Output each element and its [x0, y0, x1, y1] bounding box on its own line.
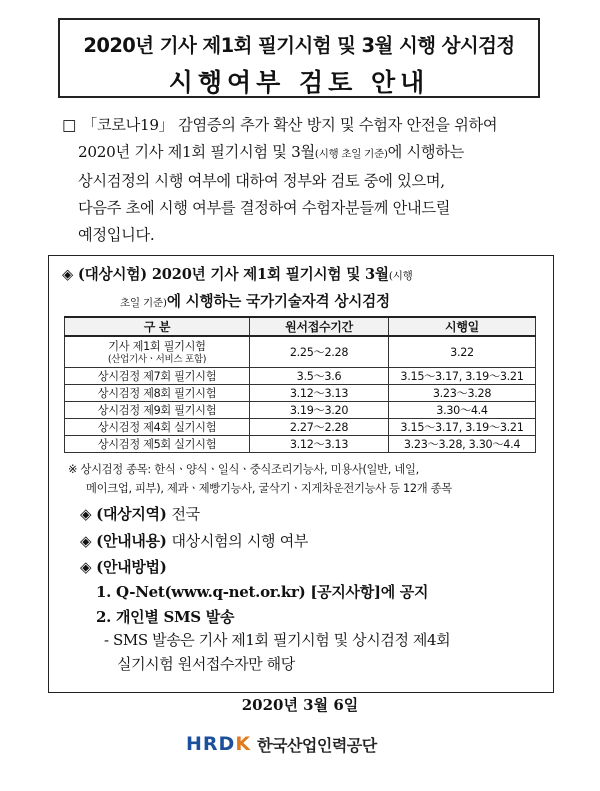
table-row: 상시검정 제5회 실기시험 3.12～3.13 3.23～3.28, 3.30～4.4	[65, 436, 536, 453]
intro-line5: 예정입니다.	[78, 226, 155, 244]
target-label: (대상시험)	[77, 266, 147, 283]
hrdk-logo-mark: HRDK	[186, 733, 252, 755]
target-region: ◈ (대상지역) 전국	[80, 505, 200, 523]
sms-detail: - SMS 발송은 기사 제1회 필기시험 및 상시검정 제4회 실기시험 원서접수자만 해당	[104, 631, 451, 673]
table-row: 기사 제1회 필기시험 (산업기사ㆍ서비스 포함) 2.25～2.28 3.22	[65, 336, 536, 368]
intro-line1: □ 「코로나19」 감염증의 추가 확산 방지 및 수험자 안전을 위하여	[62, 112, 550, 139]
title-line2: 시행여부 검토 안내	[168, 68, 430, 97]
target-exam: ◈ (대상시험) 2020년 기사 제1회 필기시험 및 3월(시행 초일 기준)에 시행하는 국가기술자격 상시검정	[62, 266, 413, 310]
method-step1: 1. Q-Net(www.q-net.or.kr) [공지사항]에 공지	[96, 583, 429, 601]
method-step2: 2. 개인별 SMS 발송	[96, 608, 235, 626]
diamond-bullet-icon: ◈	[62, 266, 74, 283]
hrdk-logo	[186, 728, 377, 760]
header-category: 구 분	[65, 317, 250, 336]
notice-content: ◈ (안내내용) 대상시험의 시행 여부	[80, 532, 309, 550]
table-row: 상시검정 제9회 필기시험 3.19～3.20 3.30～4.4	[65, 402, 536, 419]
schedule-table	[64, 316, 536, 453]
notice-date: 2020년 3월 6일	[241, 696, 359, 714]
intro-paragraph	[62, 112, 550, 249]
table-row: 상시검정 제4회 실기시험 2.27～2.28 3.15～3.17, 3.19～3.21	[65, 419, 536, 436]
exam-types-note: ※ 상시검정 종목: 한식ㆍ양식ㆍ일식ㆍ중식조리기능사, 미용사(일반, 네일, 메이크업, 피부), 제과ㆍ제빵기능사, 굴삭기ㆍ지게차운전기능사 등 12개 종목	[68, 463, 452, 495]
intro-line3: 상시검정의 시행 여부에 대하여 정부와 검토 중에 있으며,	[78, 172, 445, 190]
table-row: 상시검정 제7회 필기시험 3.5～3.6 3.15～3.17, 3.19～3.21	[65, 368, 536, 385]
table-header-row	[65, 317, 536, 336]
intro-line2: 2020년 기사 제1회 필기시험 및 3월(시행 초일 기준)에 시행하는	[78, 143, 465, 161]
title-line1: 2020년 기사 제1회 필기시험 및 3월 시행 상시검정	[83, 34, 515, 57]
organization-name: 한국산업인력공단	[257, 735, 377, 755]
table-row: 상시검정 제8회 필기시험 3.12～3.13 3.23～3.28	[65, 385, 536, 402]
intro-line4: 다음주 초에 시행 여부를 결정하여 수험자분들께 안내드릴	[78, 199, 451, 217]
square-bullet-icon: □	[62, 116, 77, 134]
header-date: 시행일	[389, 317, 536, 336]
header-period: 원서접수기간	[250, 317, 389, 336]
title-box	[58, 18, 540, 98]
notice-method: ◈ (안내방법)	[80, 558, 167, 576]
